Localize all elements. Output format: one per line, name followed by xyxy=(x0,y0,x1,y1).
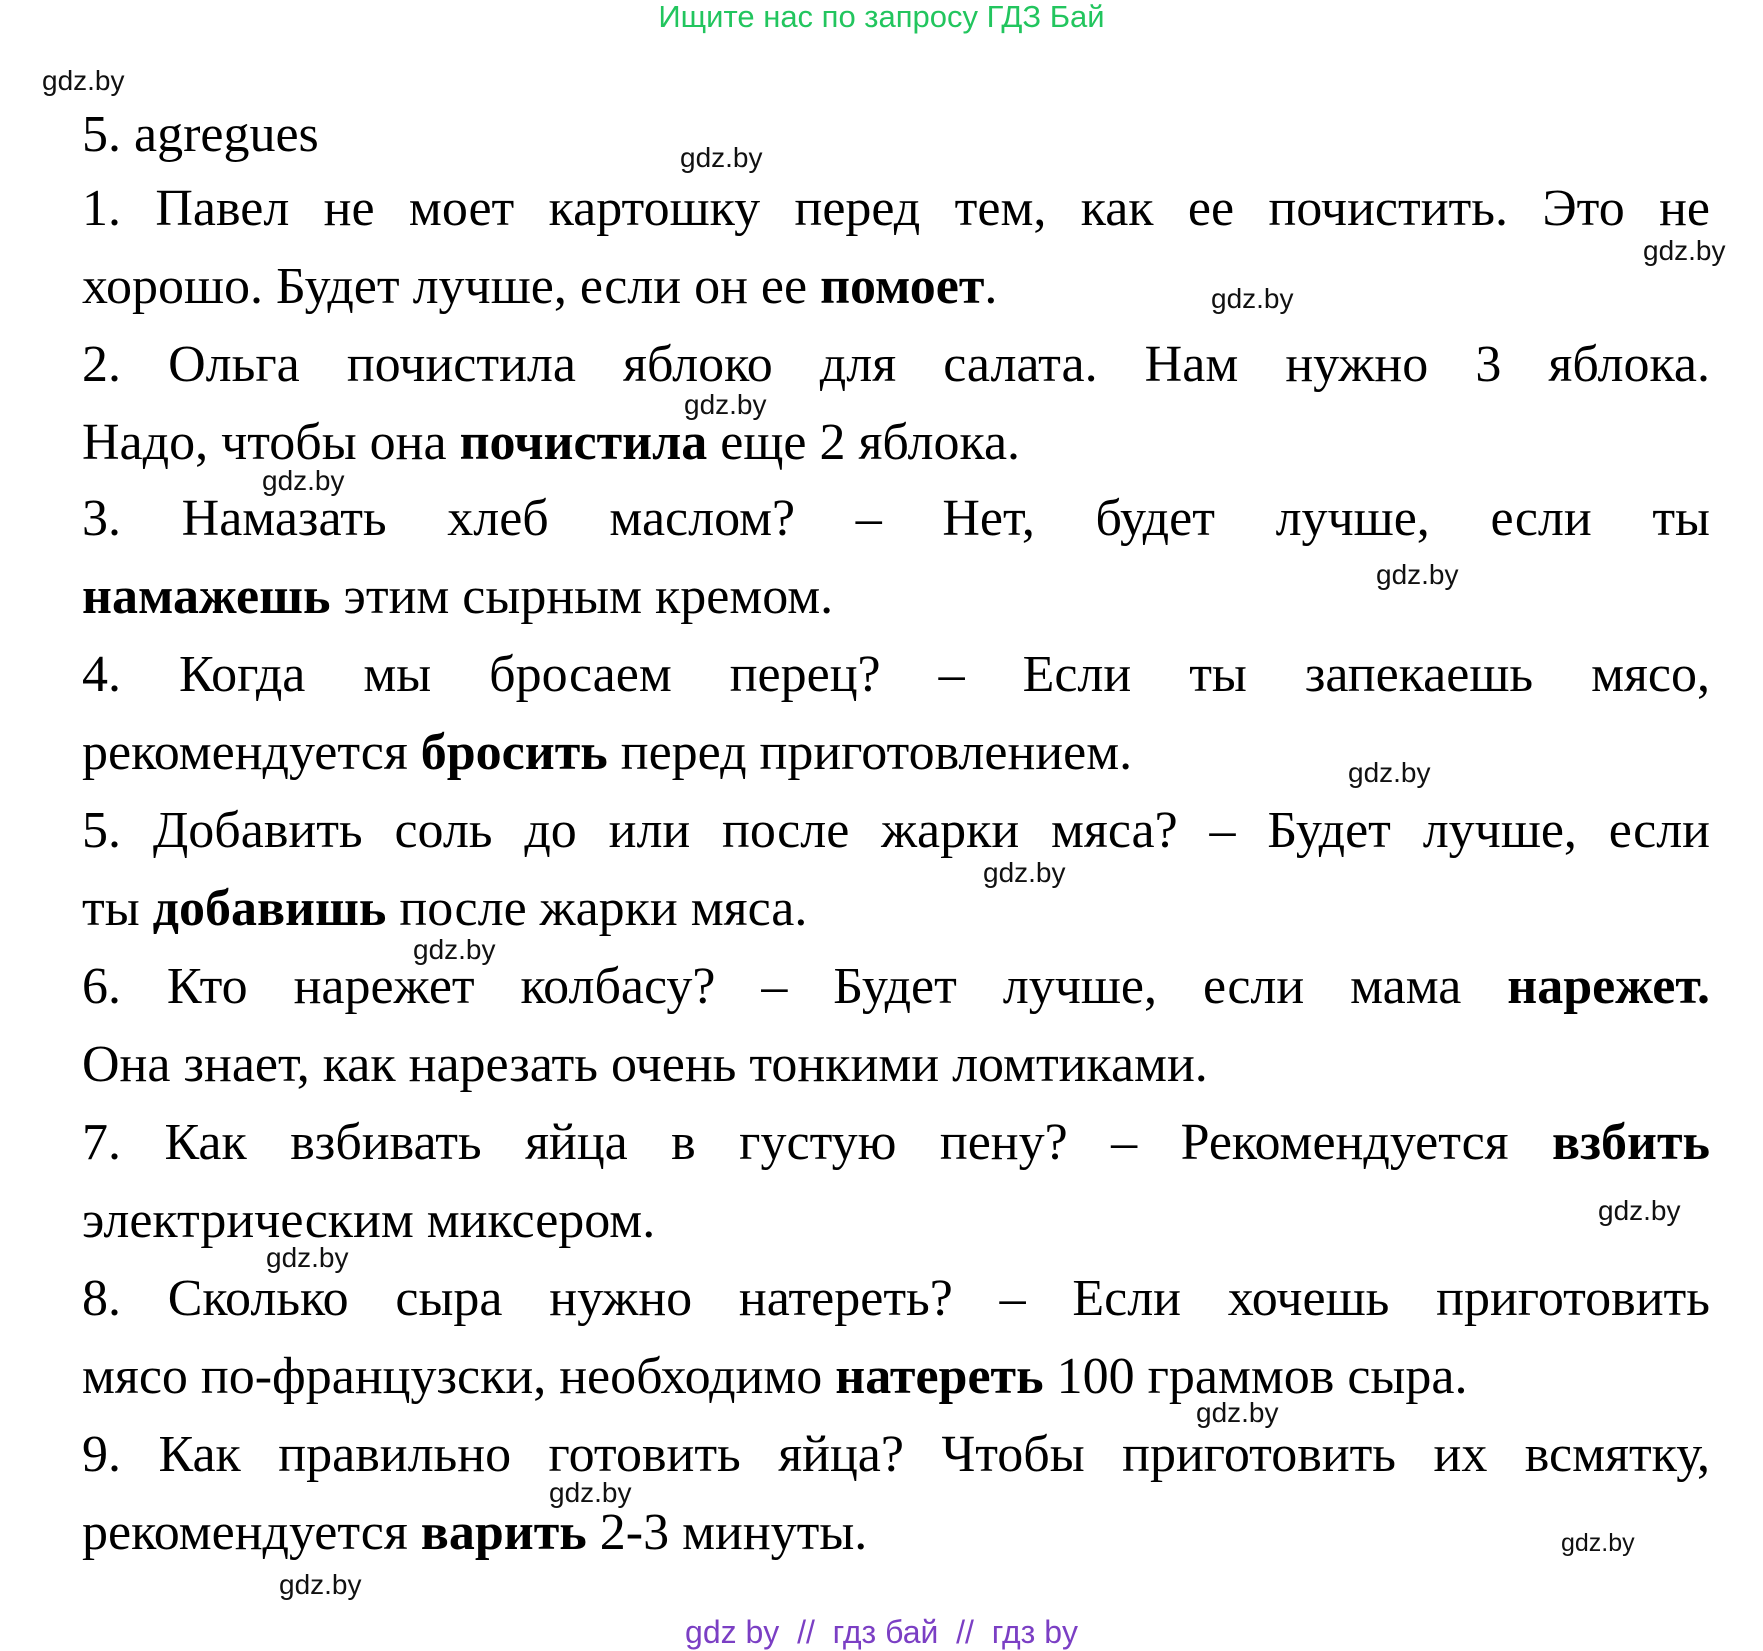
item-1-line-1: 1. Павел не моет картошку перед тем, как ее почистить. Это не xyxy=(82,180,1710,237)
answer-word: бросить xyxy=(420,724,608,781)
watermark: gdz.by xyxy=(1643,235,1726,266)
watermark: gdz.by xyxy=(1211,283,1294,314)
answer-word: варить xyxy=(420,1504,587,1561)
watermark: gdz.by xyxy=(983,857,1066,888)
answer-word: помоет xyxy=(820,258,985,315)
item-2-line-1: 2. Ольга почистила яблоко для салата. Нам нужно 3 яблока. xyxy=(82,336,1710,393)
item-1-line-2: хорошо. Будет лучше, если он ее помоет. xyxy=(82,258,998,315)
answer-word: почистила xyxy=(459,414,708,471)
item-3-line-1: 3. Намазать хлеб маслом? – Нет, будет лучше, если ты xyxy=(82,490,1710,547)
watermark: gdz.by xyxy=(266,1242,349,1273)
answer-word: намажешь xyxy=(82,568,331,625)
watermark: gdz.by xyxy=(262,465,345,496)
item-8-line-1: 8. Сколько сыра нужно натереть? – Если хочешь приготовить xyxy=(82,1270,1710,1327)
watermark: gdz.by xyxy=(1196,1397,1279,1428)
search-banner: Ищите нас по запросу ГДЗ Бай xyxy=(658,0,1105,34)
item-9-line-2: рекомендуется варить 2-3 минуты. xyxy=(82,1504,868,1561)
watermark: gdz.by xyxy=(1598,1195,1681,1226)
answer-word: добавишь xyxy=(152,880,387,937)
watermark: gdz.by xyxy=(1376,559,1459,590)
item-6-line-1: 6. Кто нарежет колбасу? – Будет лучше, если мама нарежет. xyxy=(82,958,1710,1015)
item-4-line-2: рекомендуется бросить перед приготовлением. xyxy=(82,724,1133,781)
item-8-line-2: мясо по-французски, необходимо натереть 100 граммов сыра. xyxy=(82,1348,1468,1405)
item-4-line-1: 4. Когда мы бросаем перец? – Если ты запекаешь мясо, xyxy=(82,646,1710,703)
exercise-title: 5. agregues xyxy=(82,106,319,163)
watermark: gdz.by xyxy=(1348,757,1431,788)
watermark: gdz.by xyxy=(413,934,496,965)
answer-word: натереть xyxy=(835,1348,1044,1405)
watermark: gdz.by xyxy=(42,65,125,96)
item-9-line-1: 9. Как правильно готовить яйца? Чтобы приготовить их всмятку, xyxy=(82,1426,1710,1483)
item-3-line-2: намажешь этим сырным кремом. xyxy=(82,568,834,625)
answer-word: взбить xyxy=(1552,1114,1710,1171)
answer-word: нарежет. xyxy=(1507,958,1710,1015)
watermark: gdz.by xyxy=(684,389,767,420)
item-6-line-2: Она знает, как нарезать очень тонкими ломтиками. xyxy=(82,1036,1208,1093)
item-5-line-2: ты добавишь после жарки мяса. xyxy=(82,880,808,937)
item-7-line-2: электрическим миксером. xyxy=(82,1192,656,1249)
watermark: gdz.by xyxy=(279,1569,362,1600)
item-7-line-1: 7. Как взбивать яйца в густую пену? – Рекомендуется взбить xyxy=(82,1114,1710,1171)
item-2-line-2: Надо, чтобы она почистила еще 2 яблока. xyxy=(82,414,1021,471)
watermark: gdz.by xyxy=(680,142,763,173)
watermark: gdz.by xyxy=(549,1477,632,1508)
item-5-line-1: 5. Добавить соль до или после жарки мяса? – Будет лучше, если xyxy=(82,802,1710,859)
watermark: gdz.by xyxy=(1561,1529,1635,1557)
footer-links: gdz by // гдз бай // гдз by xyxy=(685,1614,1078,1650)
